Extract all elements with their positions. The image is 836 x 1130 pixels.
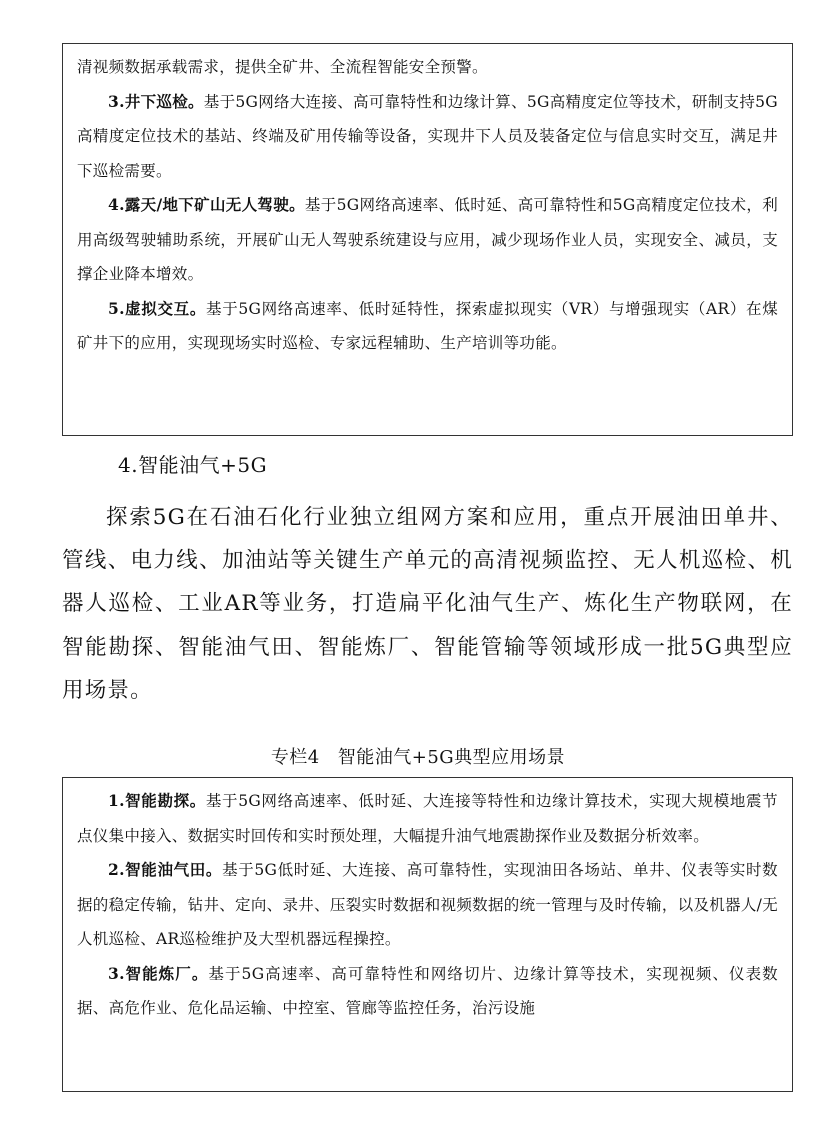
box-caption (0, 745, 836, 771)
box-item-text: 基于5G高速率、高可靠特性和网络切片、边缘计算等技术，实现视频、仪表数据、高危作业、危化品运输、中控室、管廊等监控任务，治污设施 (77, 964, 778, 1017)
scenario-box-mining (62, 43, 793, 436)
box-item-driverless-mining (77, 188, 778, 292)
box-item-title: 2.智能油气田。 (108, 860, 223, 879)
box-caption-title: 智能油气+5G典型应用场景 (337, 747, 566, 768)
box-item-title: 3.智能炼厂。 (108, 963, 209, 983)
section-paragraph: 探索5G在石油石化行业独立组网方案和应用，重点开展油田单井、管线、电力线、加油站等关键生产单元的高清视频监控、无人机巡检、机器人巡检、工业AR等业务，打造扁平化油气生产、炼化生产物联网，在智能勘探、智能油气田、智能炼厂、智能管输等领域形成一批5G典型应用场景。 (62, 505, 793, 703)
box-item-text: 基于5G网络高速率、低时延特性，探索虚拟现实（VR）与增强现实（AR）在煤矿井下的应用，实现现场实时巡检、专家远程辅助、生产培训等功能。 (77, 299, 778, 352)
box-caption-label: 专栏4 (270, 747, 320, 768)
box-item-smart-refinery (77, 957, 778, 1026)
box-item-smart-oilfield (77, 853, 778, 957)
box-item-title: 3.井下巡检。 (108, 91, 204, 111)
section-heading: 4.智能油气+5G (118, 453, 268, 477)
box-item-title: 1.智能勘探。 (108, 791, 206, 810)
box-item-smart-exploration (77, 784, 778, 853)
scenario-box-oil-gas (62, 777, 793, 1092)
box-item-virtual-interaction (77, 292, 778, 361)
box-item-text: 基于5G低时延、大连接、高可靠特性，实现油田各场站、单井、仪表等实时数据的稳定传输，钻井、定向、录井、压裂实时数据和视频数据的统一管理与及时传输，以及机器人/无人机巡检、AR巡检维护及大型机器远程操控。 (77, 861, 778, 948)
box-item-text: 基于5G网络高速率、低时延、大连接等特性和边缘计算技术，实现大规模地震节点仪集中接入、数据实时回传和实时预处理，大幅提升油气地震勘探作业及数据分析效率。 (77, 792, 778, 845)
box-item-underground-inspection (77, 85, 778, 189)
box-item-title: 5.虚拟交互。 (108, 298, 207, 318)
box-item-title: 4.露天/地下矿山无人驾驶。 (108, 195, 305, 214)
box-continuation-text: 清视频数据承载需求，提供全矿井、全流程智能安全预警。 (77, 58, 488, 76)
box-item-text: 基于5G网络高速率、低时延、高可靠特性和5G高精度定位技术，利用高级驾驶辅助系统，开展矿山无人驾驶系统建设与应用，减少现场作业人员，实现安全、减员，支撑企业降本增效。 (77, 196, 779, 283)
box-item-text: 基于5G网络大连接、高可靠特性和边缘计算、5G高精度定位等技术，研制支持5G高精度定位技术的基站、终端及矿用传输等设备，实现井下人员及装备定位与信息实时交互，满足井下巡检需要。 (77, 92, 778, 180)
